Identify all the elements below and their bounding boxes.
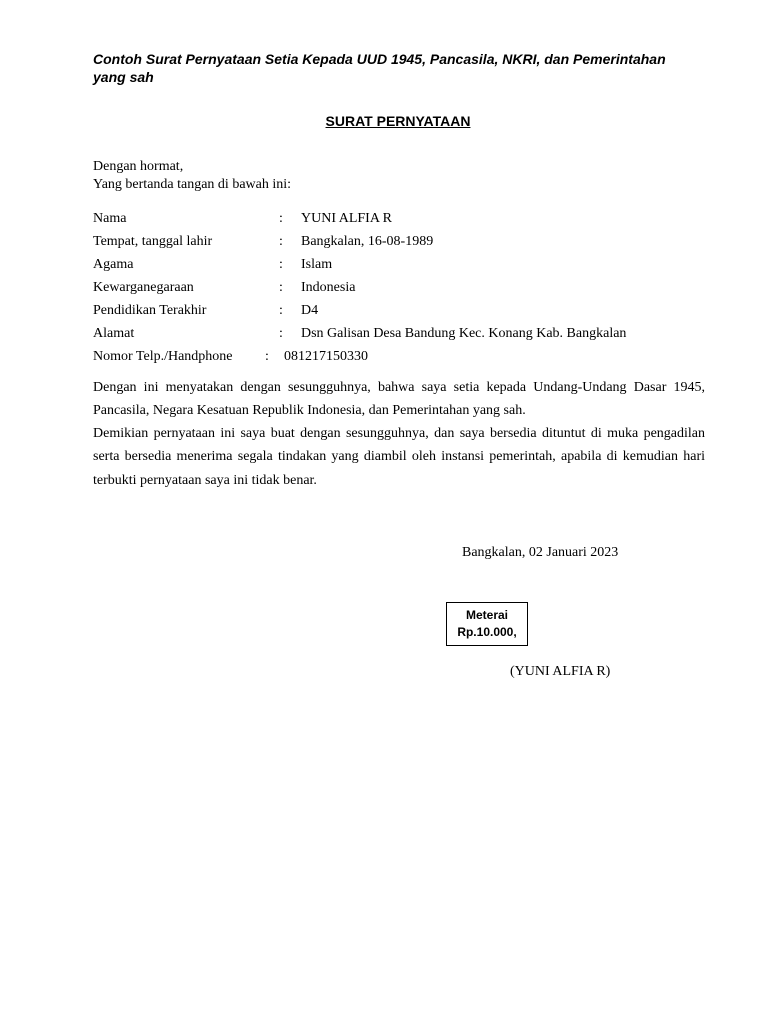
field-label: Pendidikan Terakhir bbox=[93, 303, 207, 318]
field-value: YUNI ALFIA R bbox=[301, 211, 393, 226]
field-colon: : bbox=[279, 303, 283, 318]
field-value: D4 bbox=[301, 303, 319, 318]
letter-title: SURAT PERNYATAAN bbox=[325, 113, 471, 129]
field-label: Kewarganegaraan bbox=[93, 280, 194, 295]
stamp-line-1: Meterai bbox=[465, 608, 509, 622]
field-value: Indonesia bbox=[301, 280, 356, 295]
document-heading: Contoh Surat Pernyataan Setia Kepada UUD 1945, Pancasila, NKRI, dan Pemerintahan yang sah bbox=[93, 51, 666, 85]
field-value: Islam bbox=[301, 257, 333, 272]
place-date: Bangkalan, 02 Januari 2023 bbox=[462, 545, 619, 560]
signer-name: (YUNI ALFIA R) bbox=[510, 664, 611, 679]
field-label: Nomor Telp./Handphone bbox=[93, 349, 233, 364]
stamp-box bbox=[446, 602, 528, 646]
field-colon: : bbox=[279, 211, 283, 226]
field-label: Nama bbox=[93, 211, 127, 226]
greeting: Dengan hormat, bbox=[93, 159, 184, 174]
intro-line: Yang bertanda tangan di bawah ini: bbox=[93, 177, 292, 192]
field-label: Alamat bbox=[93, 326, 135, 341]
field-colon: : bbox=[279, 257, 283, 272]
field-colon: : bbox=[279, 326, 283, 341]
field-colon: : bbox=[279, 280, 283, 295]
field-colon: : bbox=[279, 234, 283, 249]
field-value: Dsn Galisan Desa Bandung Kec. Konang Kab. Bangkalan bbox=[301, 326, 627, 341]
statement-paragraph: Dengan ini menyatakan dengan sesungguhnya, bahwa saya setia kepada Undang-Undang Dasar 1945, Pancasila, Negara Kesatuan Republik Indonesia, dan Pemerintahan yang sah. bbox=[93, 380, 705, 419]
field-colon: : bbox=[265, 349, 269, 364]
closing-paragraph: Demikian pernyataan ini saya buat dengan sesungguhnya, dan saya bersedia dituntut di muka pengadilan serta bersedia menerima segala tindakan yang diambil oleh instansi pemerintah, apabila di kemudian hari terbukti pernyataan saya ini tidak benar. bbox=[93, 426, 705, 488]
stamp-line-2: Rp.10.000, bbox=[457, 625, 517, 639]
field-value: Bangkalan, 16-08-1989 bbox=[301, 234, 434, 249]
field-label: Tempat, tanggal lahir bbox=[93, 234, 213, 249]
field-label: Agama bbox=[93, 257, 134, 272]
field-value: 081217150330 bbox=[284, 349, 368, 364]
